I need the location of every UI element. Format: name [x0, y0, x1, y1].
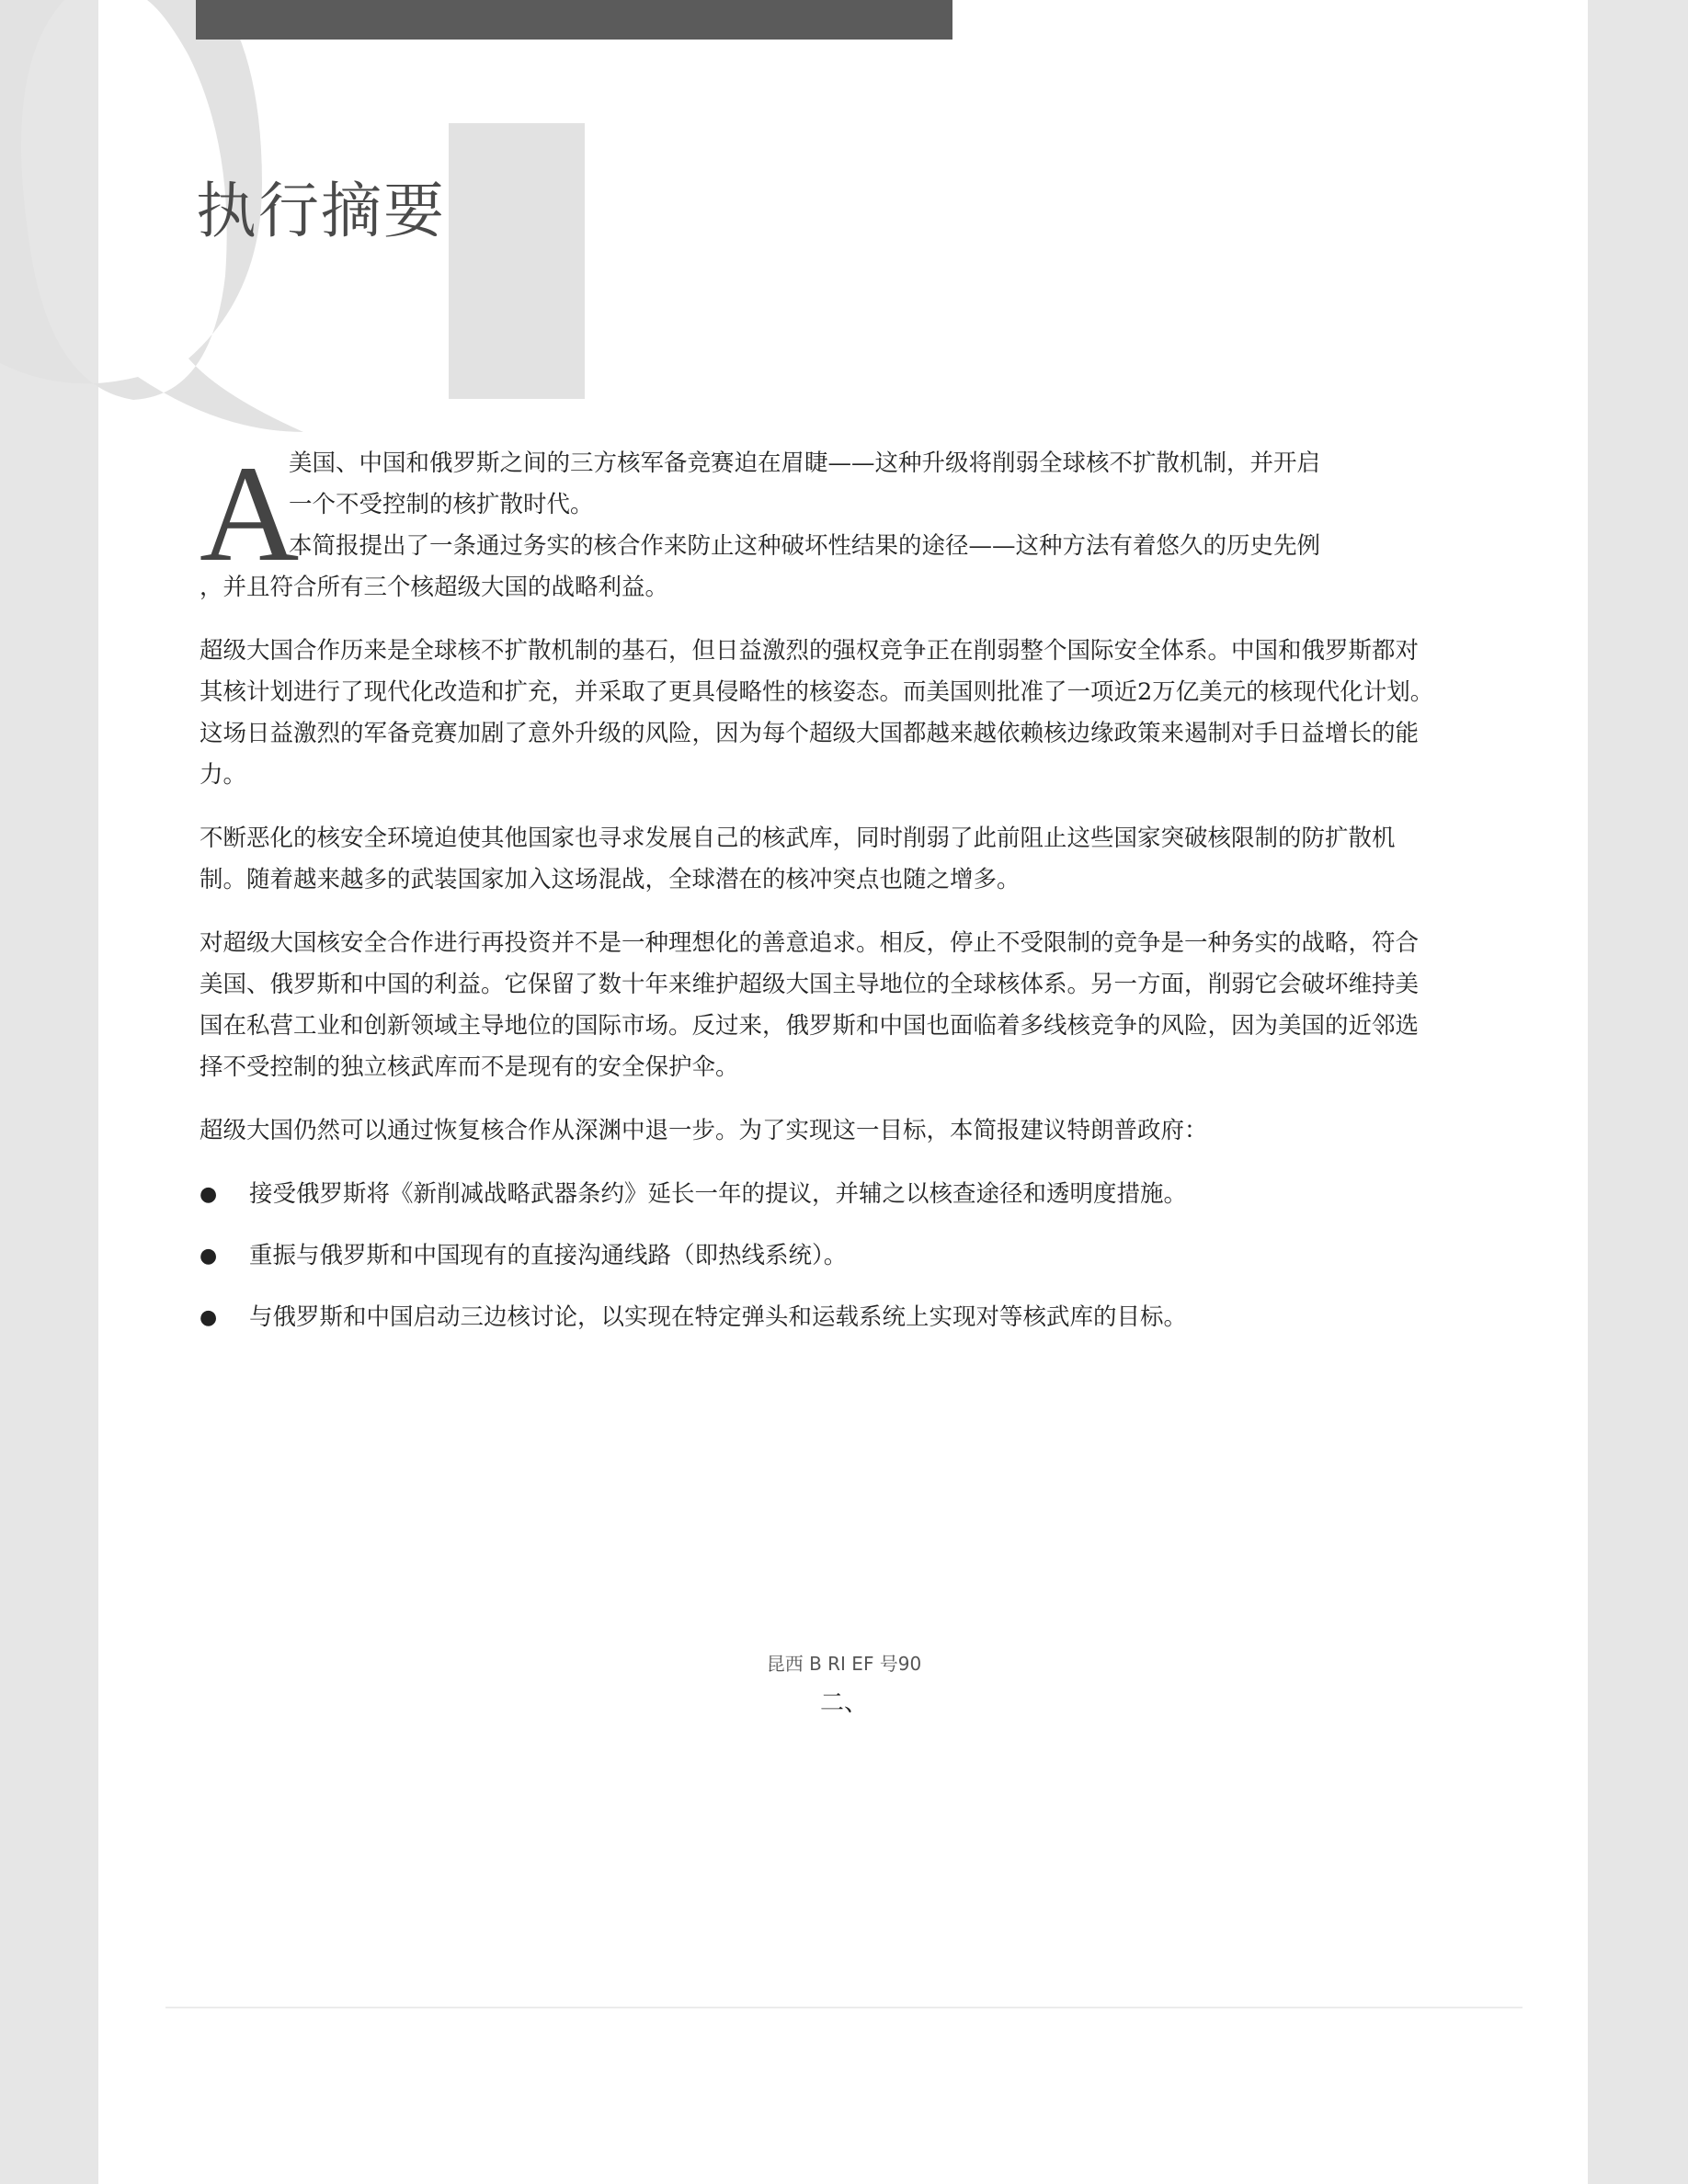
- footer-divider: [165, 2007, 1523, 2008]
- body-paragraph: 不断恶化的核安全环境迫使其他国家也寻求发展自己的核武库，同时削弱了此前阻止这些国家突破核限制的防扩散机制。随着越来越多的武装国家加入这场混战，全球潜在的核冲突点也随之增多。: [200, 825, 1396, 893]
- watermark-i-stem: [449, 123, 585, 399]
- bullet-icon: ●: [200, 1183, 218, 1206]
- intro-tail: ，并且符合所有三个核超级大国的战略利益。: [200, 574, 669, 601]
- body-paragraph: 超级大国仍然可以通过恢复核合作从深渊中退一步。为了实现这一目标，本简报建议特朗普政府：: [200, 1117, 1208, 1144]
- list-item: [200, 1297, 1441, 1338]
- list-item: [200, 1235, 1441, 1277]
- drop-cap: A: [200, 438, 300, 590]
- body-paragraph: 对超级大国核安全合作进行再投资并不是一种理想化的善意追求。相反，停止不受限制的竞争是一种务实的战略，符合美国、俄罗斯和中国的利益。它保留了数十年来维护超级大国主导地位的全球核体系。另一方面，削弱它会破坏维持美国在私营工业和创新领域主导地位的国际市场。反过来，俄罗斯和中国也面临着多线核竞争的风险，因为美国的近邻选择不受控制的独立核武库而不是现有的安全保护伞。: [200, 929, 1420, 1081]
- document-body: [200, 438, 1441, 1359]
- body-paragraph: 超级大国合作历来是全球核不扩散机制的基石，但日益激烈的强权竞争正在削弱整个国际安全体系。中国和俄罗斯都对其核计划进行了现代化改造和扩充，并采取了更具侵略性的核姿态。而美国则批准了一项近2万亿美元的核现代化计划。这场日益激烈的军备竞赛加剧了意外升级的风险，因为每个超级大国都越来越依赖核边缘政策来遏制对手日益增长的能力。: [200, 637, 1434, 789]
- intro-line: 本简报提出了一条通过务实的核合作来防止这种破坏性结果的途径——这种方法有着悠久的历史先例: [289, 532, 1321, 560]
- header-bar: [196, 0, 952, 40]
- bullet-icon: ●: [200, 1306, 218, 1329]
- recommendation-text: 接受俄罗斯将《新削减战略武器条约》延长一年的提议，并辅之以核查途径和透明度措施。: [249, 1180, 1188, 1208]
- bullet-icon: ●: [200, 1245, 218, 1268]
- intro-line: 美国、中国和俄罗斯之间的三方核军备竞赛迫在眉睫——这种升级将削弱全球核不扩散机制，并开启: [289, 449, 1321, 477]
- recommendation-text: 重振与俄罗斯和中国现有的直接沟通线路（即热线系统）。: [249, 1242, 848, 1269]
- intro-line: 一个不受控制的核扩散时代。: [289, 491, 594, 518]
- recommendation-list: [200, 1174, 1441, 1338]
- page-number: 二、: [819, 1689, 868, 1717]
- list-item: [200, 1174, 1441, 1215]
- page-title: 执行摘要: [196, 176, 446, 246]
- recommendation-text: 与俄罗斯和中国启动三边核讨论，以实现在特定弹头和运载系统上实现对等核武库的目标。: [249, 1303, 1188, 1331]
- footer-brief-label: 昆西 B RI EF 号90: [766, 1653, 922, 1675]
